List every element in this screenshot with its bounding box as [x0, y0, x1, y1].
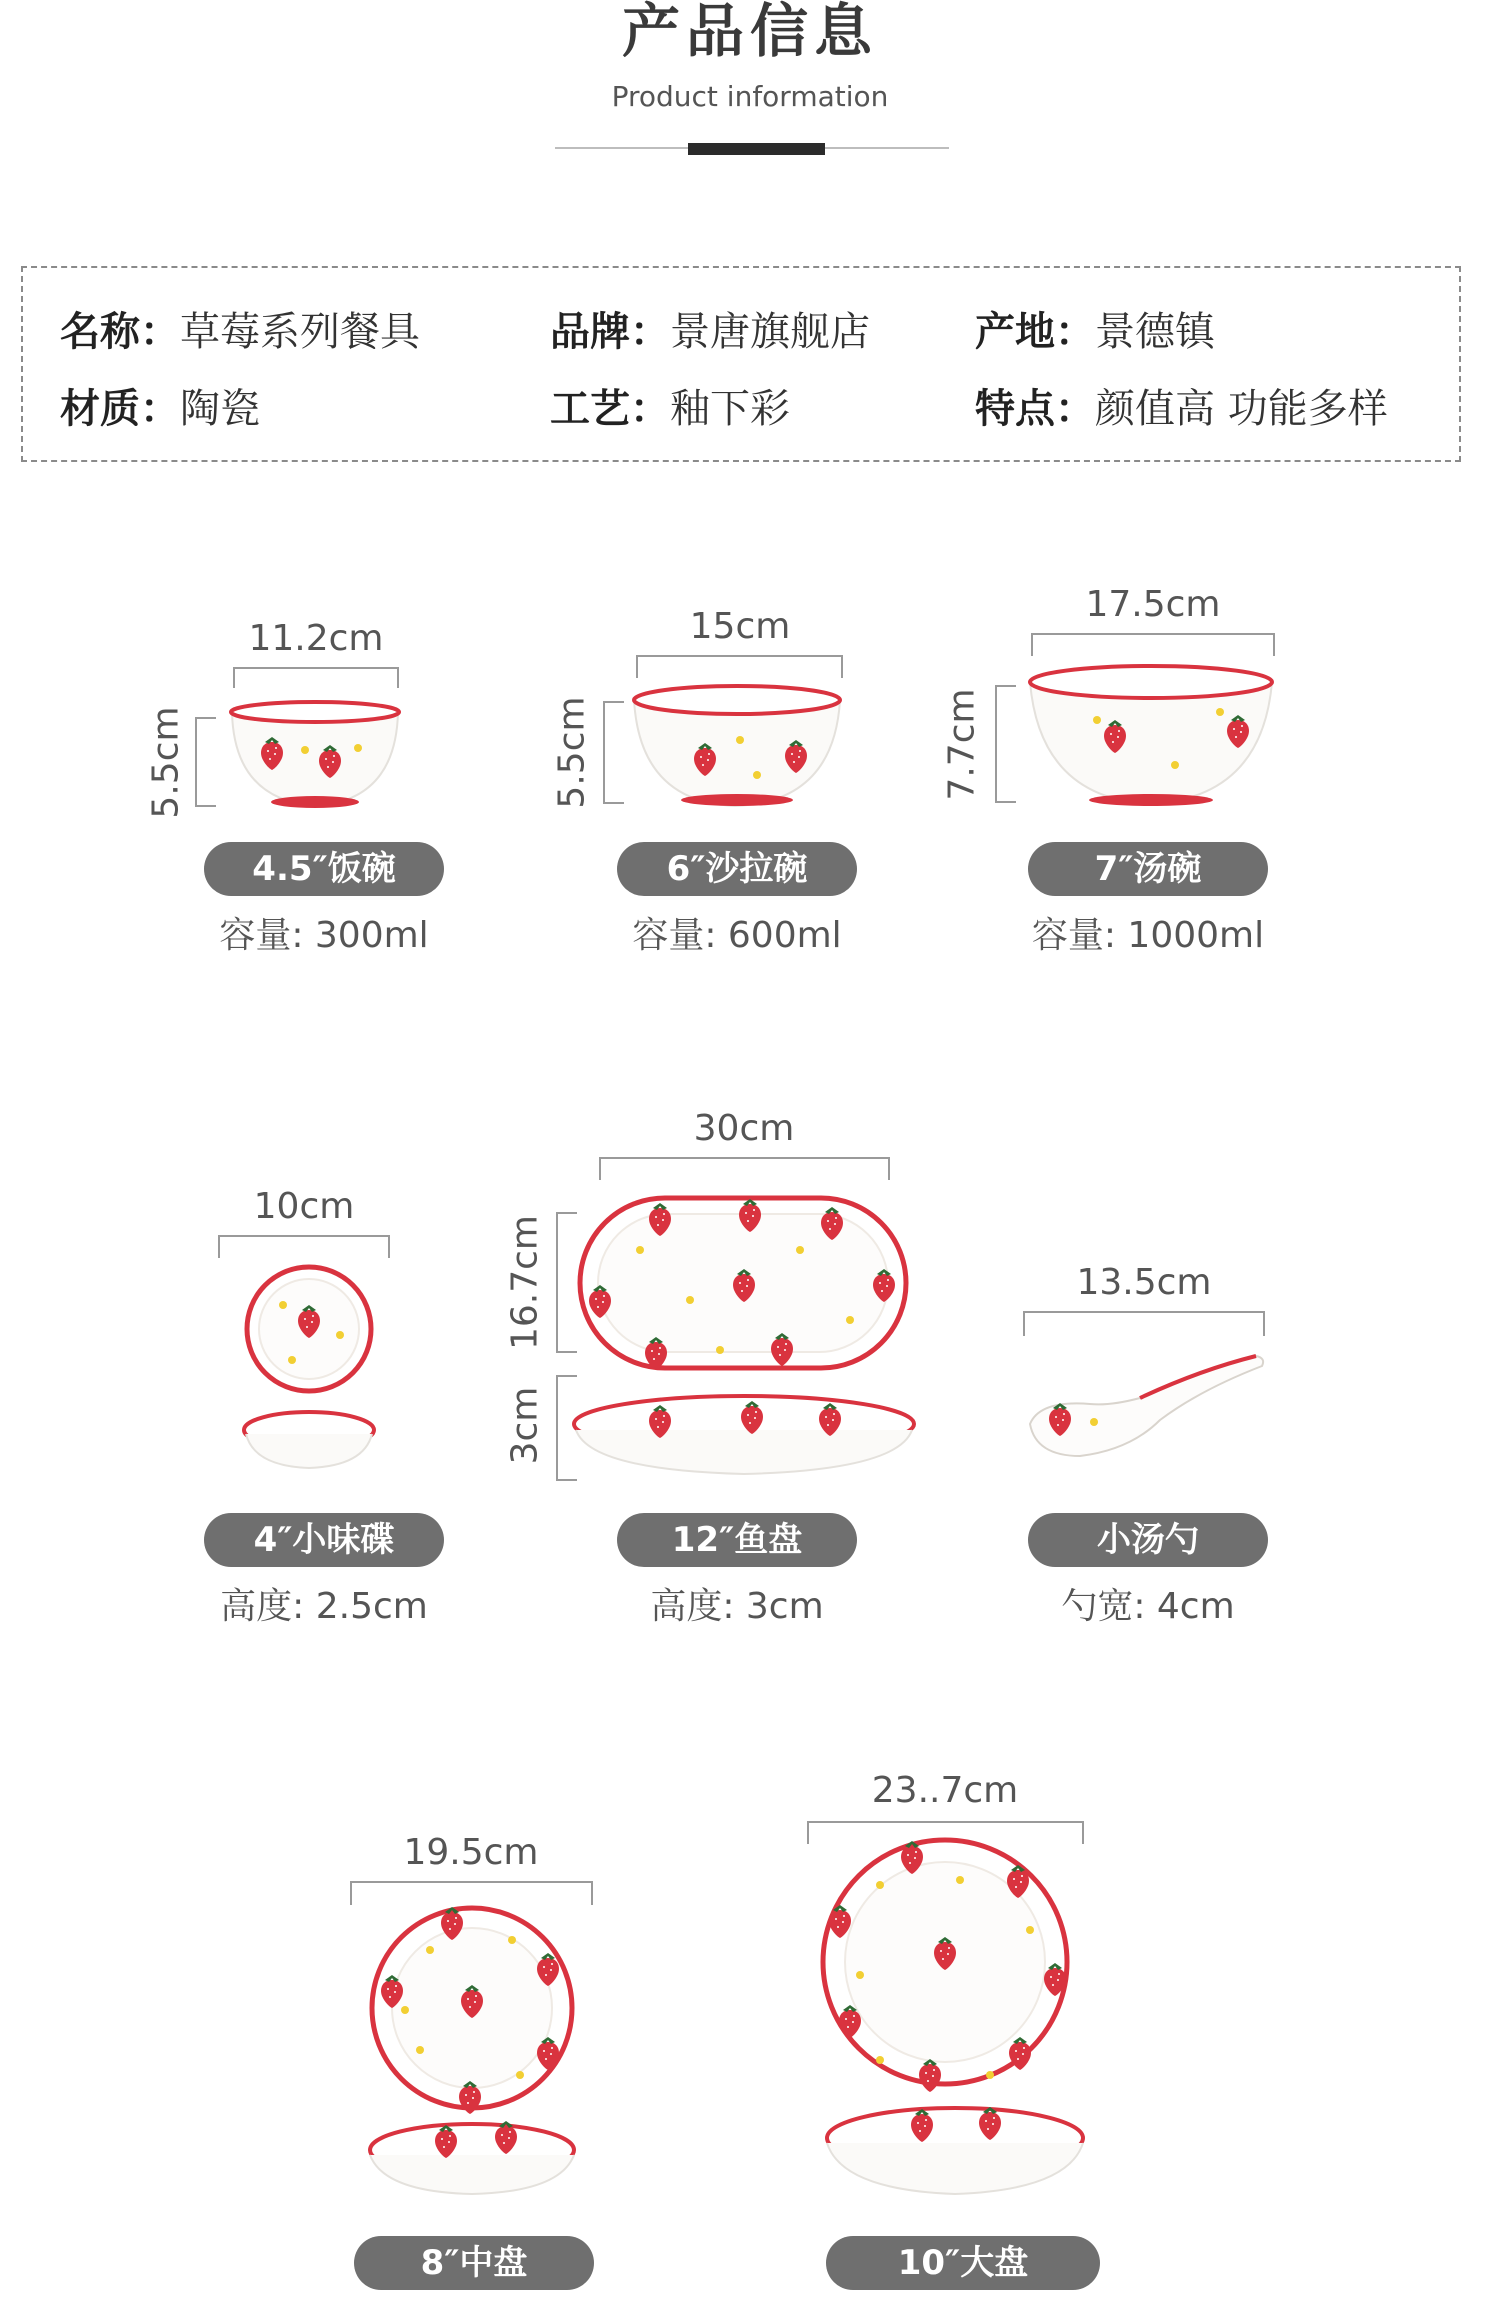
spoon-image [1030, 1356, 1263, 1456]
fish-plate-width: 30cm [693, 1108, 795, 1149]
salad-bowl-height: 5.5cm [551, 696, 593, 809]
product-label-soup-bowl: 7″汤碗 [1028, 842, 1268, 896]
info-feature: 特点：颜值高 功能多样 [975, 386, 1388, 432]
sauce-dish-width: 10cm [253, 1186, 355, 1227]
product-label-fish-plate: 12″鱼盘 [617, 1513, 857, 1567]
rice-bowl-height: 5.5cm [145, 706, 187, 819]
product-label-spoon: 小汤勺 [1028, 1513, 1268, 1567]
medium-plate-width: 19.5cm [403, 1832, 539, 1873]
fish-plate-spec: 高度: 3cm [650, 1586, 824, 1627]
salad-bowl-image [634, 686, 840, 806]
sauce-dish-image [244, 1267, 374, 1468]
product-label-salad-bowl: 6″沙拉碗 [617, 842, 857, 896]
medium-plate-image [370, 1907, 574, 2194]
product-label-rice-bowl: 4.5″饭碗 [204, 842, 444, 896]
soup-bowl-capacity: 容量: 1000ml [1031, 915, 1265, 956]
fish-plate-depth: 16.7cm [504, 1214, 546, 1351]
page-title: 产品信息 [621, 0, 878, 65]
product-label-large-plate: 10″大盘 [826, 2236, 1100, 2290]
rice-bowl-image [231, 702, 399, 808]
page-subtitle: Product information [611, 80, 889, 113]
info-name: 名称：草莓系列餐具 [60, 309, 420, 355]
info-material: 材质：陶瓷 [60, 386, 260, 432]
soup-bowl-width: 17.5cm [1085, 584, 1221, 625]
sauce-dish-height: 高度: 2.5cm [220, 1586, 428, 1627]
product-label-sauce-dish: 4″小味碟 [204, 1513, 444, 1567]
large-plate-width: 23..7cm [871, 1770, 1019, 1811]
rice-bowl-width: 11.2cm [248, 618, 384, 659]
soup-bowl-height: 7.7cm [941, 688, 983, 801]
salad-bowl-capacity: 容量: 600ml [632, 915, 842, 956]
info-brand: 品牌：景唐旗舰店 [550, 309, 870, 355]
product-label-medium-plate: 8″中盘 [354, 2236, 594, 2290]
spoon-width: 勺宽: 4cm [1061, 1586, 1235, 1627]
large-plate-image [823, 1840, 1083, 2194]
salad-bowl-width: 15cm [689, 606, 791, 647]
info-origin: 产地：景德镇 [975, 309, 1215, 355]
fish-plate-height: 3cm [504, 1386, 546, 1465]
spoon-length: 13.5cm [1076, 1262, 1212, 1303]
fish-plate-image [574, 1198, 914, 1474]
rice-bowl-capacity: 容量: 300ml [219, 915, 429, 956]
soup-bowl-image [1030, 666, 1272, 806]
info-craft: 工艺：釉下彩 [550, 386, 790, 432]
